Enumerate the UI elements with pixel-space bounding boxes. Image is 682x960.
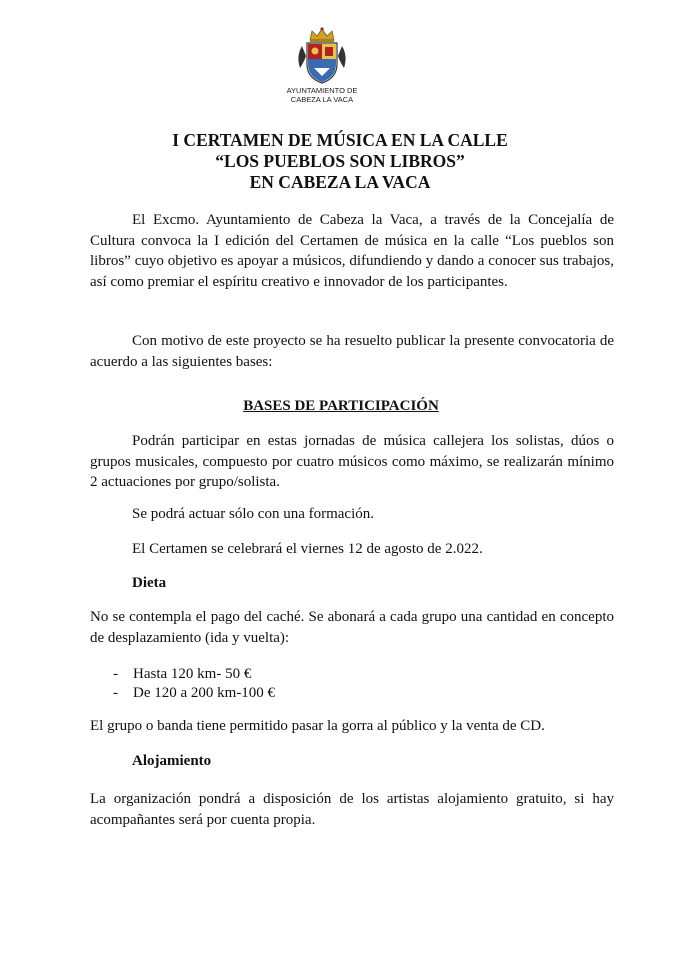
dieta-after-paragraph: El grupo o banda tiene permitido pasar la gorra al público y la venta de CD. bbox=[90, 718, 545, 734]
bases-heading: BASES DE PARTICIPACIÓN bbox=[243, 398, 439, 414]
document-title bbox=[90, 130, 590, 193]
dieta-paragraph: No se contempla el pago del caché. Se abonará a cada grupo una cantidad en concepto de desplazamiento (ida y vuelta): bbox=[90, 609, 614, 646]
organization-name bbox=[270, 86, 374, 104]
list-item-text: De 120 a 200 km-100 € bbox=[133, 685, 276, 701]
coat-of-arms-icon bbox=[292, 26, 352, 86]
bases-paragraph-1: Podrán participar en estas jornadas de música callejera los solistas, dúos o grupos musicales, compuesto por cuatro músicos como máximo, se realizarán mínimo 2 actuaciones por grupo/solista. bbox=[90, 433, 614, 491]
title-line-2: “LOS PUEBLOS SON LIBROS” bbox=[215, 151, 465, 171]
bases-paragraph-3: El Certamen se celebrará el viernes 12 de agosto de 2.022. bbox=[132, 541, 483, 557]
intro-paragraph-1: El Excmo. Ayuntamiento de Cabeza la Vaca, a través de la Concejalía de Cultura convoca la I edición del Certamen de música en la calle “Los pueblos son libros” cuyo objetivo es apoyar a músicos, difundiendo y dando a conocer sus trabajos, así como premiar el espíritu creativo e innovador de los participantes. bbox=[90, 212, 614, 290]
dieta-heading: Dieta bbox=[132, 575, 167, 591]
list-item: - De 120 a 200 km-100 € bbox=[113, 685, 276, 701]
title-line-1: I CERTAMEN DE MÚSICA EN LA CALLE bbox=[172, 130, 508, 150]
alojamiento-paragraph: La organización pondrá a disposición de los artistas alojamiento gratuito, si hay acompañantes será por cuenta propia. bbox=[90, 791, 614, 828]
list-item: - Hasta 120 km- 50 € bbox=[113, 666, 252, 682]
list-item-text: Hasta 120 km- 50 € bbox=[133, 666, 252, 682]
title-line-3: EN CABEZA LA VACA bbox=[249, 172, 431, 192]
intro-paragraph-2: Con motivo de este proyecto se ha resuelto publicar la presente convocatoria de acuerdo a las siguientes bases: bbox=[90, 333, 614, 370]
org-line-2: CABEZA LA VACA bbox=[290, 95, 354, 104]
bases-paragraph-2: Se podrá actuar sólo con una formación. bbox=[132, 506, 374, 522]
org-line-1: AYUNTAMIENTO DE bbox=[286, 86, 358, 95]
alojamiento-heading: Alojamiento bbox=[132, 753, 212, 769]
